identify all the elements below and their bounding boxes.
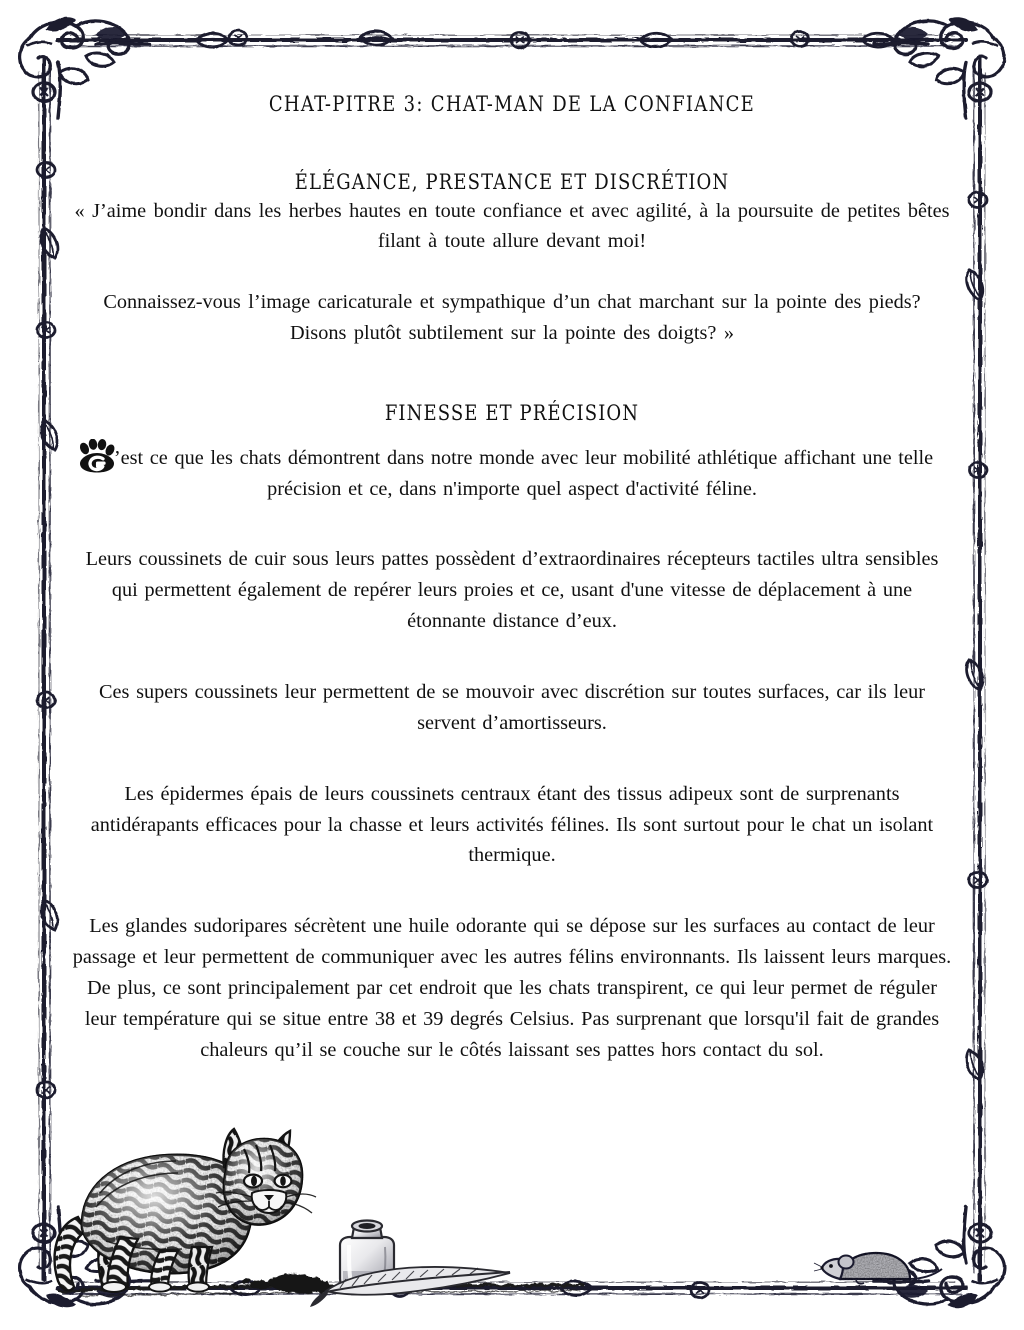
section-heading-elegance: ÉLÉGANCE, PRESTANCE ET DISCRÉTION [294, 169, 730, 195]
ground-line-illustration [58, 1285, 585, 1296]
paragraph-finesse-2: Leurs coussinets de cuir sous leurs pattes possèdent d’extraordinaires récepteurs tactiles ultra sensibles qui permettent également de repérer leurs proies et ce, usant d'une vitesse de déplacement à une étonnante distance d’eux. [85, 548, 939, 633]
border-rail-right [974, 58, 985, 1280]
inkwell-illustration [340, 1221, 394, 1290]
page-title: CHAT-PITRE 3: CHAT-MAN DE LA CONFIANCE [268, 92, 756, 117]
paragraph-finesse-1 [72, 439, 952, 505]
document-text-column [72, 92, 952, 1065]
border-rail-top [58, 35, 966, 46]
paragraph-finesse-3: Ces supers coussinets leur permettent de se mouvoir avec discrétion sur toutes surfaces, car ils leur servent d’amortisseurs. [98, 680, 925, 734]
corner-flourish-bottom-left [20, 1207, 150, 1308]
border-rail-left [39, 58, 50, 1280]
paw-print-icon [77, 439, 117, 473]
ink-spill-illustration [233, 1273, 331, 1293]
tabby-cat-illustration [55, 1129, 316, 1292]
cat-head [216, 1129, 316, 1225]
paragraph-finesse-5: Les glandes sudoripares sécrètent une huile odorante qui se dépose sur les surfaces au contact de leur passage et leur permettent de communiquer avec les autres félins environnants. Ils laissent leurs marques. De plus, ce sont principalement par cet endroit que les chats transpirent, ce qui leur permet de réguler leur température qui se situe entre 38 et 39 degrés Celsius. Pas surprenant que lorsqu'il fait de grandes chaleurs qu’il se couche sur le côtés laissant ses pattes hors contact du sol. [72, 915, 952, 1061]
corner-flourish-bottom-right [874, 1207, 1004, 1308]
border-rail-bottom [58, 1282, 966, 1294]
quote-block [72, 196, 952, 349]
paragraph-finesse-1-text: ’est ce que les chats démontrent dans notre monde avec leur mobilité athlétique affichant une telle précision et ce, dans n'importe quel aspect d'activité féline. [113, 446, 934, 500]
quill-feather-illustration [310, 1267, 510, 1307]
paragraph-finesse-4: Les épidermes épais de leurs coussinets centraux étant des tissus adipeux sont de surprenants antidérapants efficaces pour la chasse et leurs activités félines. Ils sont surtout pour le chat un isolant thermique. [90, 782, 934, 867]
paragraph-quote-2: Connaissez-vous l’image caricaturale et sympathique d’un chat marchant sur la pointe des pieds? Disons plutôt subtilement sur la pointe des doigts? » [103, 291, 921, 345]
section-heading-finesse: FINESSE ET PRÉCISION [384, 400, 640, 426]
section-elegance [72, 170, 952, 349]
section-finesse [72, 401, 952, 1065]
mouse-illustration [812, 1235, 952, 1297]
paragraph-quote-1: « J’aime bondir dans les herbes hautes en toute confiance et avec agilité, à la poursuite de petites bêtes filant à toute allure devant moi! [74, 199, 950, 253]
bottom-illustration-group [40, 1095, 600, 1325]
